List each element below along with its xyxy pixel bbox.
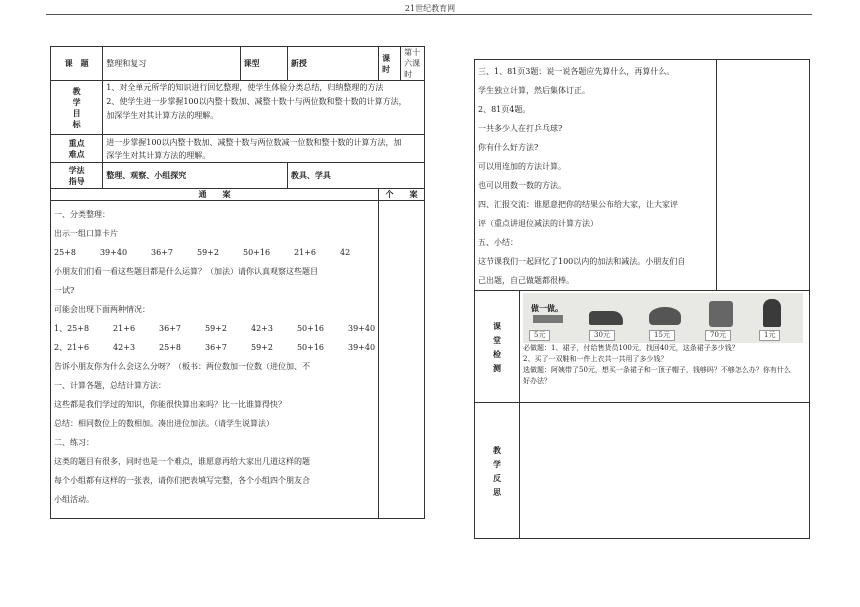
header-divider [46, 14, 812, 15]
plan-line: 学生独立计算，然后集体订正。 [478, 86, 590, 95]
topic-value: 整理和复习 [103, 47, 240, 81]
price-tag: 1元 [759, 330, 780, 341]
right-personal-cell [717, 60, 810, 291]
lesson-type-value: 新授 [287, 47, 378, 81]
plan-line: 你有什么好方法? [478, 143, 539, 152]
check-line: 必做题：1、裙子，付给售货员100元，找回40元，这条裙子多少钱？ [523, 344, 739, 352]
plan-line: 三、1、81页3题：说一说各题应先算什么，再算什么。 [478, 67, 675, 76]
plan-line: 四、汇报交流：谁愿意把你的结果公布给大家，让大家评 [478, 200, 678, 209]
plan-line: 这类的题目有很多，同时也是一个难点，谁愿意再给大家出几道这样的题 [54, 457, 310, 466]
plan-line: 小组活动。 [54, 495, 94, 504]
plan-line: 2、21+6 42+3 25+8 36+7 59+2 50+16 39+40 [54, 343, 376, 352]
price-tag: 15元 [649, 330, 675, 341]
shoe-shape [589, 311, 623, 325]
plan-line: 可能会出现下面两种情况： [54, 305, 150, 314]
check-line: 好办法？ [523, 377, 551, 385]
common-plan-header: 通 案 [51, 189, 379, 201]
plan-line: 1、25+8 21+6 36+7 59+2 42+3 50+16 39+40 [54, 324, 376, 333]
lesson-type-label: 课型 [240, 47, 287, 81]
plan-line: 总结：相同数位上的数相加。凑出进位加法。（请学生说算法） [54, 419, 274, 428]
price-tag: 70元 [705, 330, 731, 341]
page-header: 21世纪教育网 [404, 4, 456, 13]
topic-label: 课 题 [51, 47, 103, 81]
plan-line: 小朋友们们看一看这些题目都是什么运算？（加法）请你认真观察这些题目 [54, 267, 318, 276]
method-value: 整理、观察、小组探究 [103, 163, 288, 189]
plan-line: 五、小结： [478, 238, 518, 247]
left-lesson-table [50, 46, 425, 519]
price-illustration [523, 293, 803, 343]
plan-line: 评（重点讲退位减法的计算方法） [478, 219, 598, 228]
jacket-shape [709, 301, 733, 327]
check-content [520, 291, 810, 403]
common-plan-body [51, 201, 379, 519]
plan-line: 每个小组都有这样的一张表，请你们把表填写完整，各个小组四个朋友合 [54, 476, 310, 485]
plan-line: 25+8 39+40 36+7 59+2 50+16 21+6 42 [54, 248, 351, 257]
price-tag: 5元 [529, 330, 550, 341]
image-title: 做一做。 [531, 303, 563, 313]
dress-shape [763, 299, 781, 327]
goals-content: 1、对全单元所学的知识进行回忆整理，使学生体验分类总结，归纳整理的方法 2、使学生进一步掌握100以内整十数加、减整十数十与两位数和整十数的计算方法， 加深学生对其计算方法的理解。 [103, 81, 425, 135]
personal-plan-body [379, 201, 425, 519]
plan-line: 一试? [54, 286, 75, 295]
tools-label: 教具、学具 [287, 163, 424, 189]
plan-line: 一、分类整理： [54, 210, 110, 219]
plan-line: 出示一组口算卡片 [54, 229, 118, 238]
check-label: 课 堂 检 测 [475, 291, 520, 403]
plan-line: 也可以用数一数的方法。 [478, 181, 566, 190]
plan-line: 这些都是我们学过的知识，你能很快算出来吗？比一比谁算得快？ [54, 400, 286, 409]
check-line: 2、买了一双鞋和一件上衣共一共用了多少钱？ [523, 355, 668, 363]
plan-line: 一、计算各题，总结计算方法： [54, 381, 166, 390]
hat-shape [649, 307, 681, 325]
check-line: 选做题：阿姨带了50元，想买一条裙子和一顶子帽子，钱够吗？不够怎么办？你有什么 [523, 366, 791, 374]
plan-line: 2、81页4题。 [478, 105, 531, 114]
plan-line: 可以用连加的方法计算。 [478, 162, 566, 171]
right-plan-body [475, 60, 717, 291]
period-value: 第十六课时 [401, 47, 425, 81]
personal-plan-header: 个 案 [379, 189, 425, 201]
scarf-shape [533, 315, 563, 323]
period-label: 课时 [379, 47, 401, 81]
key-label: 重点 难点 [51, 135, 103, 163]
plan-line: 己出题，自己做题都很棒。 [478, 276, 574, 285]
plan-line: 二、练习： [54, 438, 94, 447]
reflect-content [520, 403, 810, 539]
goals-label: 教 学 目 标 [51, 81, 103, 135]
plan-line: 这节课我们一起回忆了100以内的加法和减法。小朋友们自 [478, 257, 686, 266]
plan-line: 一共多少人在打乒乓球? [478, 124, 563, 133]
price-tag: 30元 [589, 330, 615, 341]
key-content: 进一步掌握100以内整十数加、减整十数与两位数减一位数和整十数的计算方法，加 深学生对其计算方法的理解。 [103, 135, 425, 163]
method-label: 学法 指导 [51, 163, 103, 189]
plan-line: 告诉小朋友你为什么会这么分呀？（板书：两位数加一位数（进位加、不 [54, 362, 310, 371]
right-lesson-table [474, 59, 810, 539]
reflect-label: 教 学 反 思 [475, 403, 520, 539]
